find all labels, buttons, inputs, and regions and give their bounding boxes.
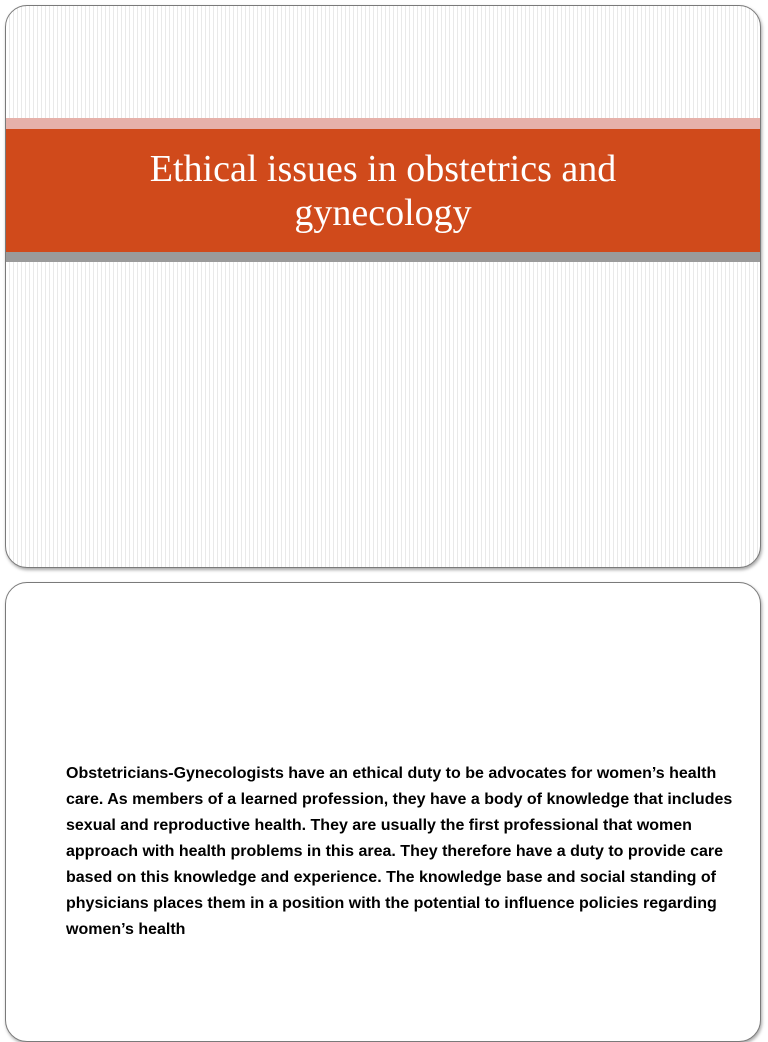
accent-band-bottom (6, 252, 760, 262)
title-band (6, 129, 760, 252)
title-slide (5, 5, 761, 568)
accent-band-top (6, 118, 760, 129)
slide-title: Ethical issues in obstetrics and gynecology (149, 147, 617, 234)
content-slide (5, 582, 761, 1042)
slide-body-text: Obstetricians-Gynecologists have an ethical duty to be advocates for women’s health care. As members of a learned profession, they have a body of knowledge that includes sexual and reproductive health. They are usually the first professional that women approach with health problems in this area. They therefore have a duty to provide care based on this knowledge and experience. The knowledge base and social standing of physicians places them in a position with the potential to influence policies regarding women’s health (66, 765, 733, 938)
